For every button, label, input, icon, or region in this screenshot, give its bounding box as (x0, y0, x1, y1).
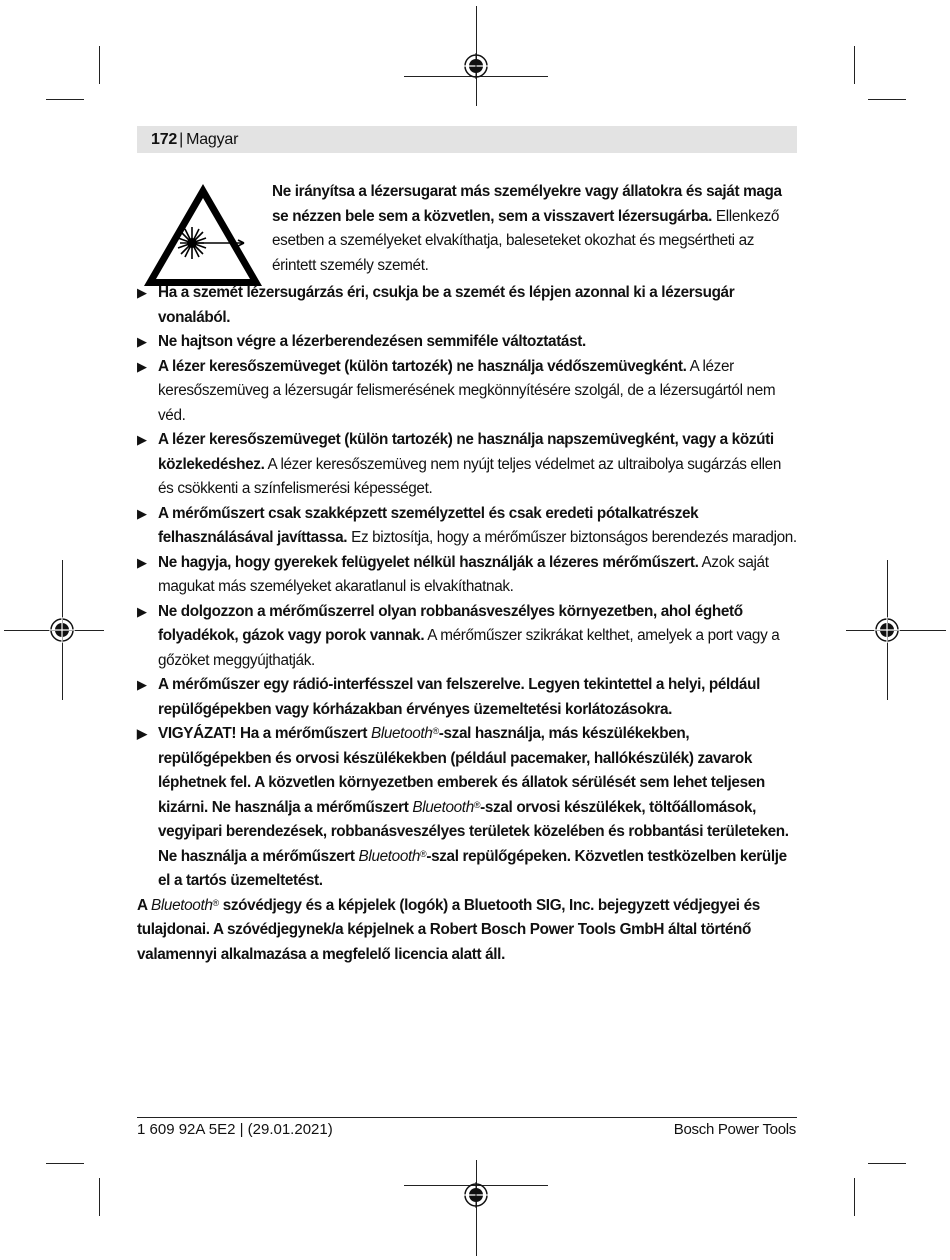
crop-mark (46, 99, 84, 100)
bullet-arrow-icon: ▶ (137, 432, 147, 447)
tm-a: A (137, 896, 152, 914)
list-item (137, 600, 797, 674)
safety-text (137, 180, 797, 967)
bullet-arrow-icon: ▶ (137, 603, 147, 619)
header-language: Magyar (186, 131, 239, 148)
item-normal: Azok saját magukat más személyeket akaratlanul is elvakíthatnak. (158, 553, 769, 595)
crop-mark (99, 46, 100, 84)
registration-line (476, 1160, 477, 1256)
bullet-arrow-icon: ▶ (137, 285, 147, 300)
registration-mark-icon (874, 617, 900, 643)
registered-mark: ® (212, 897, 219, 908)
bullet-arrow-icon: ▶ (137, 505, 147, 521)
list-item (137, 330, 797, 355)
bluetooth-brand: Bluetooth (151, 896, 213, 914)
list-item-bluetooth (137, 722, 797, 894)
crop-mark (99, 1178, 100, 1216)
list-item (137, 502, 797, 551)
list-item (137, 281, 797, 330)
bullet-arrow-icon: ▶ (137, 358, 147, 374)
registration-mark-icon (49, 617, 75, 643)
item-bold: Ne hajtson végre a lézerberendezésen semmiféle változtatást. (158, 333, 586, 350)
bluetooth-brand: Bluetooth (370, 725, 433, 742)
bt-text-2: -szal használja, más készülékekben, repülőgépekben és orvosi készülékekben (például pacemaker, hallókészülék) zavarok léphetnek fel. A közvetlen környezetben emberek és állatok sérülését sem lehet teljesen kizárni. Ne használja a mérőműszert (158, 725, 765, 816)
registration-mark-icon (463, 1182, 489, 1208)
crop-mark (868, 1163, 906, 1164)
item-bold: Ha a szemét lézersugárzás éri, csukja be a szemét és lépjen azonnal ki a lézersugár vonalából. (158, 284, 735, 326)
item-bold: A mérőműszert csak szakképzett személyzettel és csak eredeti pótalkatrészek felhasználásával javíttassa. (158, 504, 699, 546)
item-normal: A mérőműszer szikrákat kelthet, amelyek a port vagy a gőzöket meggyújthatják. (158, 627, 780, 669)
item-bold: Ne hagyja, hogy gyerekek felügyelet nélkül használják a lézeres mérőműszert. (158, 553, 699, 571)
item-normal: A lézer keresőszemüveg a lézersugár felismerésének megkönnyítésére szolgál, de a lézersugártól nem véd. (158, 357, 776, 424)
bt-text-1: VIGYÁZAT! Ha a mérőműszert (158, 725, 371, 742)
crop-mark (854, 46, 855, 84)
crop-mark (854, 1178, 855, 1216)
bt-text-4: -szal repülőgépeken. Közvetlen testközelben kerülje el a tartós üzemeltetést. (158, 847, 787, 889)
item-bold: A mérőműszer egy rádió-interfésszel van felszerelve. Legyen tekintettel a helyi, például repülőgépekben vagy kórházakban érvényes üzemeltetési korlátozásokra. (158, 676, 760, 718)
intro-normal: Ellenkező esetben a személyeket elvakíthatja, baleseteket okozhat és megsértheti az érintett személy szemét. (272, 207, 780, 274)
item-bold: A lézer keresőszemüveget (külön tartozék) ne használja napszemüvegként, vagy a közúti közlekedéshez. (158, 431, 774, 473)
bt-text-3: -szal orvosi készülékek, töltőállomások, vegyipari berendezések, robbanásveszélyes területek közelében és robbantási területeken. Ne használja a mérőműszert (158, 798, 789, 865)
registration-mark-icon (463, 53, 489, 79)
bullet-arrow-icon: ▶ (137, 726, 147, 741)
list-item (137, 551, 797, 600)
tm-rest: szóvédjegy és a képjelek (logók) a Bluetooth SIG, Inc. bejegyzett védjegyei és tulajdonai. A szóvédjegynek/a képjelnek a Robert Bosch Power Tools GmbH által történő valamennyi alkalmazása a megfelelő licencia alatt áll. (137, 896, 760, 963)
list-item (137, 428, 797, 502)
crop-mark (868, 99, 906, 100)
bluetooth-brand: Bluetooth (412, 798, 474, 816)
intro-paragraph (272, 180, 797, 278)
footer-doc-code: 1 609 92A 5E2 | (29.01.2021) (137, 1121, 333, 1138)
item-bold: Ne dolgozzon a mérőműszerrel olyan robbanásveszélyes környezetben, ahol éghető folyadékok, gázok vagy porok vannak. (158, 602, 743, 644)
trademark-paragraph (137, 894, 797, 968)
bullet-arrow-icon: ▶ (137, 334, 147, 349)
list-item (137, 355, 797, 429)
footer-divider (137, 1117, 797, 1118)
bullet-arrow-icon: ▶ (137, 554, 147, 570)
item-normal: A lézer keresőszemüveg nem nyújt teljes védelmet az ultraibolya sugárzás ellen és csökkenti a színfelismerési képességet. (158, 455, 782, 497)
footer-brand: Bosch Power Tools (673, 1121, 796, 1138)
intro-bold: Ne irányítsa a lézersugarat más személyekre vagy állatokra és saját maga se nézzen bele sem a közvetlen, sem a visszavert lézersugárba. (272, 183, 782, 225)
registered-mark: ® (473, 799, 481, 810)
bullet-arrow-icon: ▶ (137, 677, 147, 692)
bluetooth-brand: Bluetooth (358, 847, 421, 865)
list-item (137, 673, 797, 722)
item-bold: A lézer keresőszemüveget (külön tartozék) ne használja védőszemüvegként. (158, 357, 687, 375)
page-number: 172 (151, 131, 178, 148)
crop-mark (46, 1163, 84, 1164)
registered-mark: ® (420, 848, 427, 859)
item-normal: Ez biztosítja, hogy a mérőműszer biztonságos berendezés maradjon. (347, 529, 797, 546)
registered-mark: ® (432, 726, 439, 736)
header-separator: | (179, 131, 184, 148)
page-header (151, 130, 238, 150)
